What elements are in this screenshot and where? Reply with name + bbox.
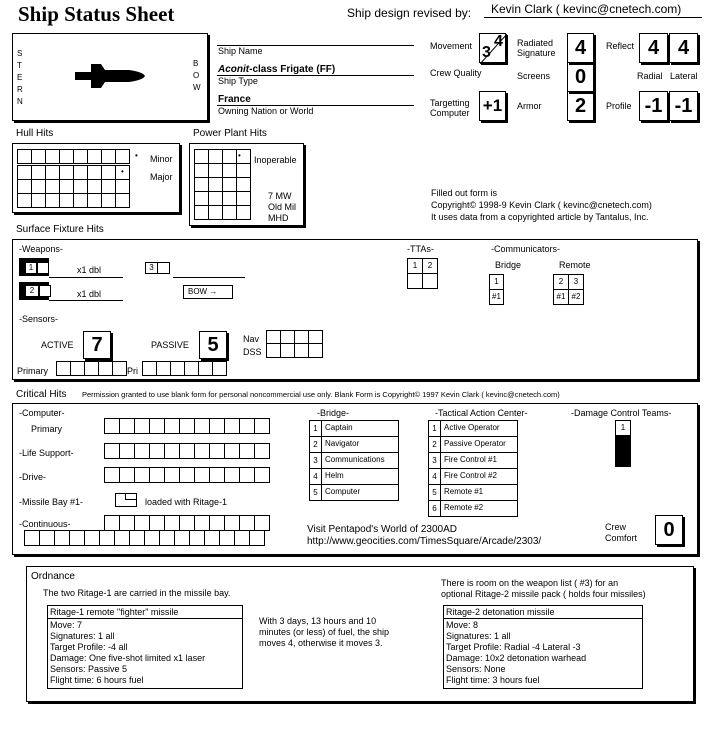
- surface-title: Surface Fixture Hits: [16, 224, 104, 235]
- computer-primary-label: Primary: [31, 424, 62, 434]
- weapon-2-num: 2: [25, 285, 39, 297]
- copyright-line3: It uses data from a copyrighted article by Tantalus, Inc.: [431, 212, 649, 222]
- communicators-label: -Communicators-: [491, 244, 561, 254]
- bridge-item: Captain: [321, 420, 399, 437]
- bridge-item: Navigator: [321, 436, 399, 453]
- ritage2-stat-line: Move: 8: [446, 620, 479, 630]
- comm-remote-1: 2: [553, 274, 569, 290]
- hull-major-row1: [18, 166, 130, 208]
- ritage2-stat-line: Signatures: 1 all: [446, 631, 511, 641]
- copyright-line2: Copyright© 1998-9 Kevin Clark ( kevinc@cnetech.com): [431, 200, 652, 210]
- profile-radial: -1: [639, 91, 668, 121]
- power-output-2: Old Mil: [268, 202, 297, 212]
- bridge-item-num: 5: [309, 484, 322, 501]
- tta-1: 1: [407, 258, 423, 274]
- hull-hits-title: Hull Hits: [16, 128, 54, 139]
- armor-value: 2: [567, 91, 594, 121]
- ship-name-label: Ship Name: [218, 46, 263, 56]
- comm-bridge-label: Bridge: [495, 260, 522, 270]
- tac-item-num: 4: [428, 468, 441, 485]
- tac-item: Fire Control #2: [440, 468, 518, 485]
- bridge-label: -Bridge-: [317, 408, 350, 418]
- continuous-label: -Continuous-: [19, 519, 71, 529]
- fuel-note-line: minutes (or less) of fuel, the ship: [259, 627, 390, 637]
- bridge-item-num: 4: [309, 468, 322, 485]
- movement-label: Movement: [430, 41, 473, 51]
- passive-label: PASSIVE: [151, 340, 189, 350]
- ritage1-card: [47, 605, 243, 689]
- visit-line2: http://www.geocities.com/TimesSquare/Arcade/2303/: [307, 536, 542, 547]
- ordnance-room-2: optional Ritage-2 missile pack ( holds four missiles): [441, 589, 646, 599]
- tac-item: Active Operator: [440, 420, 518, 437]
- missile-bay-label: -Missile Bay #1-: [19, 497, 84, 507]
- movement-box: [479, 33, 506, 63]
- ordnance-title: Ordnance: [31, 571, 75, 582]
- comm-remote-2: 3: [568, 274, 584, 290]
- tac-item-num: 1: [428, 420, 441, 437]
- lateral-label: Lateral: [670, 71, 698, 81]
- ordnance-box: [26, 566, 694, 702]
- power-plant-box: • Inoperable 7 MW Old Mil MHD: [189, 143, 304, 226]
- bridge-item: Computer: [321, 484, 399, 501]
- life-support-label: -Life Support-: [19, 448, 74, 458]
- comm-remote-sub-2: #2: [568, 289, 584, 305]
- copyright-line1: Filled out form is: [431, 188, 498, 198]
- ritage2-stat-line: Damage: 10x2 detonation warhead: [446, 653, 587, 663]
- ship-type-label: Ship Type: [218, 76, 258, 86]
- active-value: 7: [83, 331, 111, 359]
- passive-value: 5: [199, 331, 227, 359]
- comm-remote-label: Remote: [559, 260, 591, 270]
- crew-quality-label: Crew Quality: [430, 68, 482, 78]
- fuel-note-line: With 3 days, 13 hours and 10: [259, 616, 377, 626]
- ordnance-room-1: There is room on the weapon list ( #3) for an: [441, 578, 619, 588]
- profile-lateral: -1: [669, 91, 698, 121]
- ship-type-value: Aconit-class Frigate (FF): [218, 64, 336, 75]
- visit-line1: Visit Pentapod's World of 2300AD: [307, 524, 457, 535]
- dct-filled: [615, 435, 631, 467]
- bridge-item-num: 3: [309, 452, 322, 469]
- hull-minor-row: [18, 150, 130, 164]
- crew-comfort-label: Crew Comfort: [605, 522, 638, 543]
- bridge-item: Communications: [321, 452, 399, 469]
- screens-value: 0: [567, 62, 594, 92]
- bow-label: BOW: [193, 59, 201, 92]
- crew-quality-box: [479, 64, 506, 92]
- ritage1-title: Ritage-1 remote "fighter" missile: [50, 607, 179, 617]
- weapon-1-desc: x1 dbl: [77, 265, 102, 275]
- minor-label: Minor: [150, 154, 173, 164]
- armor-label: Armor: [517, 101, 542, 111]
- comm-bridge-sub: #1: [489, 289, 504, 305]
- ritage1-stat-line: Target Profile: -4 all: [50, 642, 128, 652]
- tac-item-num: 2: [428, 436, 441, 453]
- permission-note: Permission granted to use blank form for personal noncommercial use only. Blank Form is Copyright© 1997 Kevin Clark ( kevinc@cnetech.com): [82, 390, 560, 399]
- ship-silhouette-box: [12, 33, 208, 121]
- page-title: Ship Status Sheet: [18, 2, 175, 26]
- tac-item-num: 5: [428, 484, 441, 501]
- radial-label: Radial: [637, 71, 663, 81]
- weapons-label: -Weapons-: [19, 244, 63, 254]
- revised-by: Kevin Clark ( kevinc@cnetech.com): [491, 2, 682, 16]
- active-label: ACTIVE: [41, 340, 74, 350]
- critical-box: [12, 403, 698, 555]
- ship-silhouette-icon: [71, 56, 151, 96]
- nation-value: France: [218, 94, 251, 105]
- ritage2-stat-line: Flight time: 3 hours fuel: [446, 675, 540, 685]
- tac-item-num: 3: [428, 452, 441, 469]
- nation-label: Owning Nation or World: [218, 106, 314, 116]
- dss-label: DSS: [243, 347, 262, 357]
- tta-2: 2: [422, 258, 438, 274]
- radiated-label: Radiated Signature: [517, 38, 556, 58]
- missile-loaded-label: loaded with Ritage-1: [145, 497, 228, 507]
- comm-remote-sub-1: #1: [553, 289, 569, 305]
- ritage2-card: [443, 605, 643, 689]
- comm-bridge-num: 1: [489, 274, 504, 290]
- tac-label: -Tactical Action Center-: [435, 408, 528, 418]
- radiated-value: 4: [567, 33, 594, 63]
- ritage2-stat-line: Sensors: None: [446, 664, 506, 674]
- tac-item-num: 6: [428, 500, 441, 517]
- reflect-lateral: 4: [669, 33, 698, 63]
- nav-label: Nav: [243, 334, 260, 344]
- power-output-1: 7 MW: [268, 191, 292, 201]
- movement-a: 3: [482, 44, 491, 61]
- bridge-item: Helm: [321, 468, 399, 485]
- computer-label: -Computer-: [19, 408, 65, 418]
- dct-label: -Damage Control Teams-: [571, 408, 672, 418]
- bridge-item-num: 1: [309, 420, 322, 437]
- major-label: Major: [150, 172, 173, 182]
- ritage1-stat-line: Signatures: 1 all: [50, 631, 115, 641]
- sensors-label: -Sensors-: [19, 314, 59, 324]
- stern-label: STERN: [17, 49, 23, 106]
- drive-label: -Drive-: [19, 472, 46, 482]
- ttas-label: -TTAs-: [407, 244, 434, 254]
- fuel-note-line: moves 4, otherwise it moves 3.: [259, 638, 383, 648]
- reflect-label: Reflect: [606, 41, 635, 51]
- tac-item: Remote #1: [440, 484, 518, 501]
- bow-direction: BOW →: [183, 285, 233, 299]
- ritage1-stat-line: Sensors: Passive 5: [50, 664, 128, 674]
- ritage1-stat-line: Flight time: 6 hours fuel: [50, 675, 144, 685]
- ritage1-stat-line: Damage: One five-shot limited x1 laser: [50, 653, 206, 663]
- hull-hits-box: • Minor • Major: [12, 143, 180, 213]
- ordnance-carried: The two Ritage-1 are carried in the missile bay.: [43, 588, 231, 598]
- tac-item: Fire Control #1: [440, 452, 518, 469]
- ritage2-title: Ritage-2 detonation missile: [446, 607, 555, 617]
- surface-box: [12, 239, 698, 380]
- dct-num: 1: [615, 420, 631, 436]
- ritage1-stat-line: Move: 7: [50, 620, 83, 630]
- crew-comfort-value: 0: [655, 515, 683, 545]
- screens-label: Screens: [517, 71, 551, 81]
- revised-label: Ship design revised by:: [347, 6, 472, 20]
- weapon-2-desc: x1 dbl: [77, 289, 102, 299]
- profile-label: Profile: [606, 101, 632, 111]
- bridge-item-num: 2: [309, 436, 322, 453]
- pri-sensor-label: Pri: [127, 366, 138, 376]
- power-plant-title: Power Plant Hits: [193, 128, 267, 139]
- tac-item: Remote #2: [440, 500, 518, 517]
- tac-item: Passive Operator: [440, 436, 518, 453]
- inoperable-label: Inoperable: [254, 155, 297, 165]
- primary-sensor-label: Primary: [17, 366, 48, 376]
- ritage2-stat-line: Target Profile: Radial -4 Lateral -3: [446, 642, 581, 652]
- reflect-radial: 4: [639, 33, 668, 63]
- movement-b: 4: [494, 33, 503, 50]
- critical-title: Critical Hits: [16, 389, 67, 400]
- power-output-3: MHD: [268, 213, 289, 223]
- targetting-label: Targetting Computer: [430, 98, 470, 118]
- weapon-1-num: 1: [25, 262, 37, 274]
- targetting-value: +1: [479, 91, 506, 121]
- weapon-3-num: 3: [145, 262, 158, 274]
